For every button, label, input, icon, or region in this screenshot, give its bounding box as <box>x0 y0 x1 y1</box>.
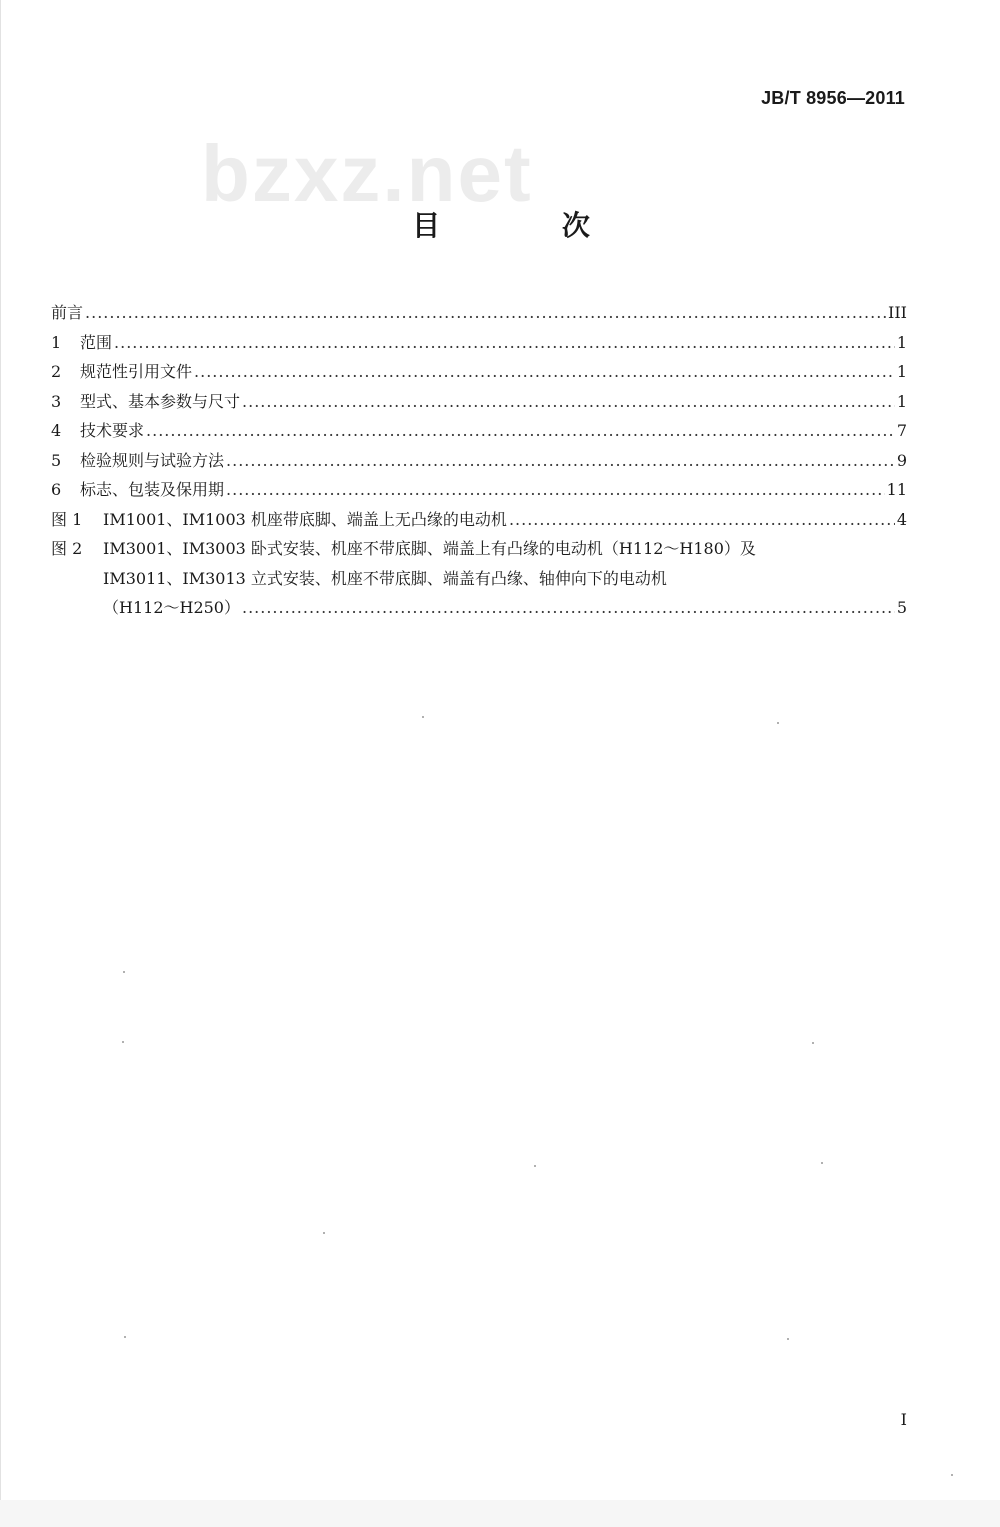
scan-speck <box>812 1042 814 1044</box>
dot-leader <box>194 357 895 387</box>
scan-speck <box>777 722 779 724</box>
figure-number: 图 1 <box>51 509 83 529</box>
dot-leader <box>242 593 895 623</box>
scan-speck <box>534 1165 536 1167</box>
toc-entry-number: 3 <box>51 391 62 411</box>
toc-entry-number: 1 <box>51 332 62 352</box>
page-number: I <box>900 1410 907 1429</box>
scan-speck <box>124 1336 126 1338</box>
dot-leader <box>85 298 886 328</box>
toc-entry-label: 技术要求 <box>80 421 145 440</box>
toc-entry-page: 5 <box>896 598 907 617</box>
figure-caption-line: IM3001、IM3003 卧式安装、机座不带底脚、端盖上有凸缘的电动机（H112～H180）及 <box>103 539 756 558</box>
dot-leader <box>509 505 895 535</box>
scan-speck <box>323 1232 325 1234</box>
toc-entry-number: 4 <box>51 421 62 440</box>
scan-speck <box>123 971 125 973</box>
scan-speck <box>422 716 424 718</box>
toc-entry-label: 前言 <box>51 303 84 322</box>
figure-caption: IM1001、IM1003 机座带底脚、端盖上无凸缘的电动机 <box>103 509 507 529</box>
watermark: bzxz.net <box>201 129 533 218</box>
scan-speck <box>821 1162 823 1164</box>
scan-speck <box>122 1041 124 1043</box>
toc-entry-3[interactable] <box>51 387 907 417</box>
toc-entry-foreword[interactable] <box>51 298 907 328</box>
table-of-contents <box>51 298 907 623</box>
toc-entry-page: 9 <box>896 450 907 470</box>
toc-entry-number: 6 <box>51 480 62 499</box>
toc-figure-2[interactable] <box>51 534 907 623</box>
dot-leader <box>242 387 895 417</box>
toc-entry-label: 范围 <box>80 332 113 352</box>
figure-number: 图 2 <box>51 539 83 558</box>
figure-caption-line: IM3011、IM3013 立式安装、机座不带底脚、端盖有凸缘、轴伸向下的电动机 <box>103 568 667 588</box>
toc-entry-page: 1 <box>896 391 907 411</box>
toc-entry-1[interactable] <box>51 328 907 358</box>
toc-entry-page: 7 <box>896 421 907 440</box>
dot-leader <box>226 475 885 505</box>
toc-entry-2[interactable] <box>51 357 907 387</box>
dot-leader <box>226 446 895 476</box>
toc-entry-label: 检验规则与试验方法 <box>80 450 225 470</box>
toc-title: 目 次 <box>412 209 646 242</box>
scan-speck <box>787 1338 789 1340</box>
toc-figure-1[interactable] <box>51 505 907 535</box>
toc-entry-page: III <box>888 303 907 322</box>
figure-caption-line: （H112～H250） <box>103 598 240 617</box>
scan-speck <box>951 1474 953 1476</box>
standard-code: JB/T 8956—2011 <box>761 88 905 108</box>
toc-entry-5[interactable] <box>51 446 907 476</box>
toc-entry-number: 5 <box>51 450 62 470</box>
toc-entry-4[interactable] <box>51 416 907 446</box>
toc-entry-page: 1 <box>896 362 907 381</box>
toc-entry-number: 2 <box>51 362 62 381</box>
toc-entry-page: 1 <box>896 332 907 352</box>
toc-entry-label: 规范性引用文件 <box>80 362 193 381</box>
toc-entry-label: 型式、基本参数与尺寸 <box>80 391 241 411</box>
dot-leader <box>114 328 895 358</box>
dot-leader <box>146 416 895 446</box>
toc-entry-label: 标志、包装及保用期 <box>80 480 225 499</box>
toc-entry-page: 11 <box>886 480 907 499</box>
toc-entry-page: 4 <box>896 509 907 529</box>
toc-entry-6[interactable] <box>51 475 907 505</box>
